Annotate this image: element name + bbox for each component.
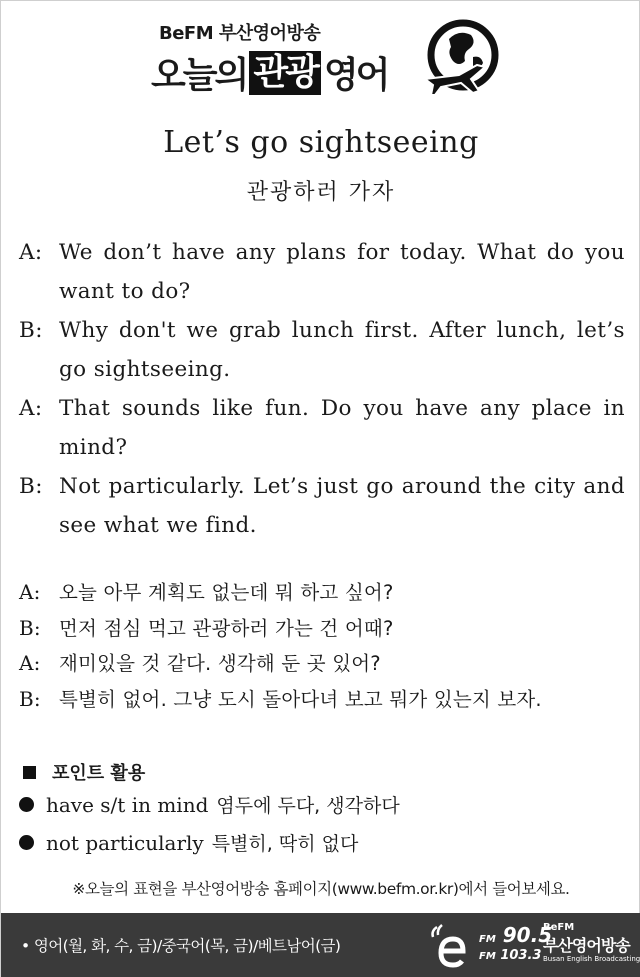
point-meaning-ko: 특별히, 딱히 없다 [211,833,359,855]
speaker-label: B: [19,686,41,711]
square-bullet-icon [23,766,36,779]
program-title-part2: 영어 [323,55,388,96]
broadcast-schedule: • 영어(월, 화, 수, 금)/중국어(목, 금)/베트남어(금) [21,937,341,955]
frequency-primary [479,923,552,947]
befm-e-logo-icon [429,921,469,969]
dialogue-line [19,233,625,311]
lesson-title-en: Let’s go sightseeing [163,125,479,160]
dialogue-line [19,646,625,682]
dialogue-line [19,611,625,647]
footer-brand-en: Busan English Broadcasting [543,955,640,963]
speaker-label: B: [19,615,41,640]
point-phrase-en: have s/t in mind [46,792,209,817]
dialogue-line [19,575,625,611]
dialogue-line [19,311,625,389]
dialogue-text: Not particularly. Let’s just go around the city and see what we find. [59,474,625,538]
points-heading-label: 포인트 활용 [52,763,146,784]
program-title-part1: 오늘의 [151,55,247,96]
footer-brand-name: 부산영어방송 [543,936,630,955]
dialogue-line [19,389,625,467]
points-heading [23,759,145,785]
lesson-title-ko: 관광하러 가자 [246,180,396,205]
dialogue-text: 특별히 없어. 그냥 도시 돌아다녀 보고 뭐가 있는지 보자. [59,687,542,711]
program-title [151,47,387,98]
dialogue-line [19,467,625,545]
frequency-value: 103.3 [500,948,542,963]
dialogue-text: 먼저 점심 먹고 관광하러 가는 건 어때? [59,616,394,640]
point-phrase-en: not particularly [46,830,204,855]
speaker-label: A: [19,580,41,604]
point-item [19,791,400,818]
frequency-value: 90.5 [502,923,553,947]
dialogue-english [19,233,625,545]
speaker-label: A: [19,396,43,421]
fm-label: FM [479,951,496,962]
dialogue-text: 오늘 아무 계획도 없는데 뭐 하고 싶어? [59,581,394,604]
footer-brand-small: BeFM [543,922,575,933]
footer-bar [1,913,640,977]
dialogue-text: Why don't we grab lunch first. After lunch, let’s go sightseeing. [59,318,625,382]
globe-airplane-icon [419,17,503,101]
header [1,1,640,106]
point-item [19,829,358,856]
speaker-label: B: [19,318,43,343]
dialogue-text: 재미있을 것 같다. 생각해 둔 곳 있어? [59,652,381,675]
frequency-secondary [479,948,541,963]
fm-label: FM [479,934,496,945]
speaker-label: A: [19,651,41,675]
speaker-label: B: [19,474,43,499]
program-title-boxed: 관광 [249,51,321,95]
point-meaning-ko: 염두에 두다, 생각하다 [216,795,400,817]
dialogue-line [19,682,625,718]
round-bullet-icon [19,797,34,812]
brand-top: BeFM 부산영어방송 [159,23,321,44]
dialogue-korean [19,575,625,717]
dialogue-text: That sounds like fun. Do you have any place in mind? [59,396,625,460]
website-notice: ※오늘의 표현을 부산영어방송 홈페이지(www.befm.or.kr)에서 들어보세요. [72,880,570,898]
dialogue-text: We don’t have any plans for today. What do you want to do? [59,240,625,304]
round-bullet-icon [19,835,34,850]
speaker-label: A: [19,240,43,265]
